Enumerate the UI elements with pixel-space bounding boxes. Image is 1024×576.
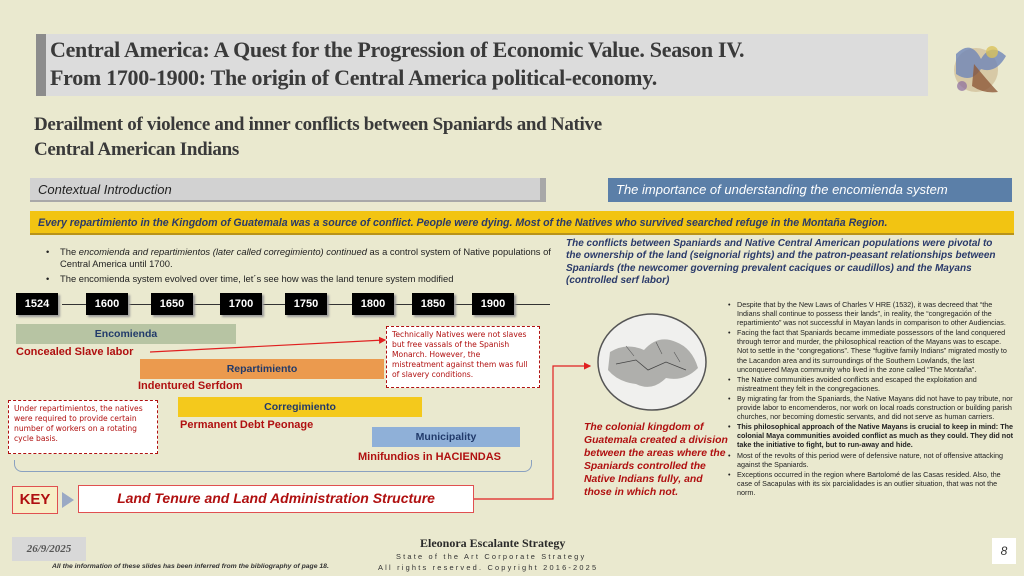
maya-fact: • Facing the fact that Spaniards became immediate possessors of the land conquered through terror and murder, the philosophical reaction of the Mayans was to escape. Not to settle in the “congregations”. These “fugitive family Indians” migrated mostly to the Lacandon area and its surroundings of the Southern Lowlands, the last unconquered Maya community who lived in the zone called “The Montaña”. (728, 328, 1014, 373)
maya-fact: • Most of the revolts of this period were of defensive nature, not of offensive attacking against the Spaniards. (728, 451, 1014, 469)
conflicts-intro-text: The conflicts between Spaniards and Native Central American populations were pivotal to the ownership of the land (seignorial rights) and the patron-peasant relationships between Spaniards (the newcomer governing prevalent caciques or caudillos) and the Mayans (controlled serf labor) (566, 238, 996, 287)
timeline-year: 1700 (220, 293, 262, 315)
maya-facts-list (728, 300, 1014, 498)
encomienda-label: Concealed Slave labor (16, 346, 134, 358)
slide-title-line-2: From 1700-1900: The origin of Central America political-economy. (50, 65, 657, 90)
corregimiento-label: Permanent Debt Peonage (180, 419, 314, 431)
land-tenure-key-label: Land Tenure and Land Administration Structure (78, 485, 474, 513)
timeline-year: 1524 (16, 293, 58, 315)
bullet-1-prefix: The (60, 246, 79, 257)
timeline-year: 1650 (151, 293, 193, 315)
slide-subtitle-line-2: Central American Indians (34, 139, 239, 160)
page-number: 8 (992, 538, 1016, 564)
bibliography-note: All the information of these slides has been inferred from the bibliography of page 18. (52, 563, 329, 570)
repartimiento-label: Indentured Serfdom (138, 380, 243, 392)
repartimiento-bar: Repartimiento (140, 359, 384, 379)
company-tagline: State of the Art Corporate Strategy (396, 552, 587, 561)
timeline-year: 1750 (285, 293, 327, 315)
timeline-year: 1850 (412, 293, 454, 315)
encomienda-bar: Encomienda (16, 324, 236, 344)
maya-fact: • By migrating far from the Spaniards, the Native Mayans did not have to pay tribute, nor provide labor to encomenderos, nor work on local roads construction or building parish churches, nor becoming domestic servants, and did not serve as human carriers. (728, 394, 1014, 421)
timeline-year: 1800 (352, 293, 394, 315)
maya-fact-key: • This philosophical approach of the Native Mayans is crucial to keep in mind: The colonial Maya communities avoided conflict as much as they could. They did not take the initiative to fight, but to run-away and hide. (728, 422, 1014, 449)
timeline-brace (14, 460, 532, 472)
copyright-text: All rights reserved. Copyright 2016-2025 (378, 563, 599, 572)
timeline-year: 1600 (86, 293, 128, 315)
maya-fact: • Exceptions occurred in the region where Bartolomé de las Casas resided. Also, the case of Sacapulas with its six parcialidades is an outlier situation, that was not the norm. (728, 470, 1014, 497)
importance-header: The importance of understanding the encomienda system (608, 178, 1012, 202)
bullet-evolution: • The encomienda system evolved over time, let´s see how was the land tenure system modified (46, 273, 566, 285)
maya-fact: • Despite that by the New Laws of Charles V HRE (1532), it was decreed that “the Indians shall continue to possess their lands”, in reality, the “congregación of the repartimiento” was not successful in Mayan lands in comparison to other Audiencias. (728, 300, 1014, 327)
municipality-label: Minifundios in HACIENDAS (358, 451, 501, 463)
repartimiento-conflict-banner: Every repartimiento in the Kingdom of Guatemala was a source of conflict. People were dying. Most of the Natives who survived searched refuge in the Montaña Region. (30, 211, 1014, 235)
key-arrow-icon (62, 492, 74, 508)
colonial-kingdom-text: The colonial kingdom of Guatemala created a division between the areas where the Spaniards controlled the Native Indians fully, and those in which not. (584, 422, 728, 498)
maya-fact: • The Native communities avoided conflicts and escaped the exploitation and mistreatment they felt in the congregaciones. (728, 375, 1014, 393)
corregimiento-bar: Corregimiento (178, 397, 422, 417)
colonial-map-icon (596, 312, 708, 412)
repartimientos-note: Under repartimientos, the natives were required to provide certain number of workers on a rotating cycle basis. (8, 400, 158, 454)
company-name: Eleonora Escalante Strategy (420, 536, 566, 550)
slide-subtitle-line-1: Derailment of violence and inner conflicts between Spaniards and Native (34, 114, 602, 135)
slide-date: 26/9/2025 (12, 537, 86, 561)
bullet-1-italic: encomienda and repartimientos (later called corregimiento) continued (78, 246, 367, 257)
bullet-1-suffix: as a control system of Native populations of Central America until 1700. (60, 246, 551, 270)
timeline-year: 1900 (472, 293, 514, 315)
vassals-note: Technically Natives were not slaves but free vassals of the Spanish Monarch. However, the mistreatment against them was full of slavery conditions. (386, 326, 540, 388)
slide-title-line-1: Central America: A Quest for the Progression of Economic Value. Season IV. (50, 37, 745, 62)
key-box: KEY (12, 486, 58, 514)
municipality-bar: Municipality (372, 427, 520, 447)
contextual-introduction-header: Contextual Introduction (30, 178, 546, 202)
